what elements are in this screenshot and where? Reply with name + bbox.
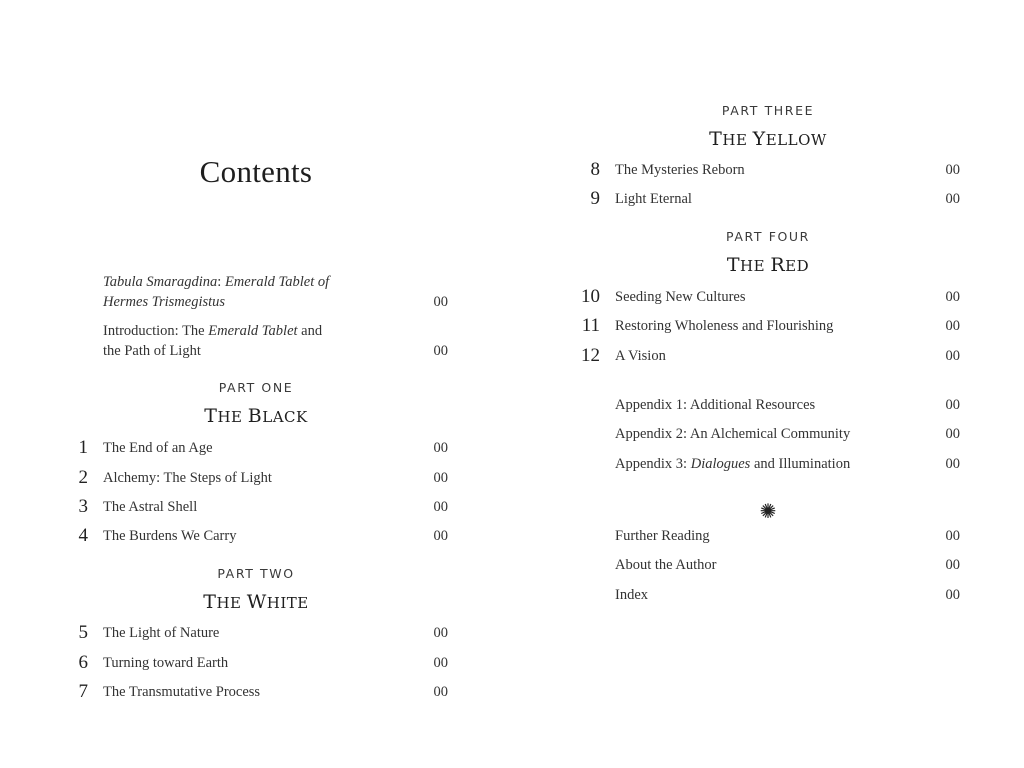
part-title-small-2: ED	[785, 257, 810, 275]
chapter-title: Restoring Wholeness and Flourishing	[615, 318, 834, 334]
page-number: 00	[433, 684, 448, 700]
part-title-cap: T	[203, 591, 217, 613]
part-title-small-2: ELLOW	[765, 131, 827, 149]
intro-text-2: and	[297, 323, 323, 339]
intro-text: Introduction: The	[103, 323, 209, 339]
chapter-number: 1	[78, 437, 88, 458]
part-title	[512, 254, 1024, 276]
appendix-title: Appendix 3:	[615, 456, 691, 472]
page-number: 00	[945, 426, 960, 442]
page-number: 00	[945, 289, 960, 305]
appendix-entry	[615, 454, 850, 474]
chapter-number: 12	[581, 345, 600, 366]
part-title-small-2: LACK	[262, 408, 308, 426]
page-number: 00	[945, 587, 960, 603]
page-number: 00	[945, 397, 960, 413]
back-matter-title: Further Reading	[615, 528, 710, 544]
part-label: PART FOUR	[726, 229, 810, 244]
chapter-title: The Transmutative Process	[103, 684, 261, 700]
page-title: Contents	[199, 154, 313, 189]
chapter-number: 6	[78, 652, 88, 673]
page-number: 00	[433, 343, 448, 359]
front-entry-title-italic-2: Emerald Tablet of	[224, 274, 330, 290]
page-number: 00	[433, 655, 448, 671]
front-entry-separator: :	[217, 274, 225, 290]
part-label: PART ONE	[218, 380, 294, 395]
part-title-small: HE	[216, 594, 247, 612]
page-number: 00	[945, 557, 960, 573]
page-number: 00	[433, 470, 448, 486]
chapter-title: The End of an Age	[103, 440, 213, 456]
appendix-entry	[615, 395, 815, 415]
intro-italic: Emerald Tablet	[208, 323, 298, 339]
chapter-title: The Light of Nature	[103, 625, 220, 641]
part-title-cap-2: R	[770, 254, 786, 276]
chapter-number: 2	[78, 467, 88, 488]
chapter-title: Turning toward Earth	[103, 655, 229, 671]
appendix-title-italic: Dialogues	[690, 456, 751, 472]
sun-ornament-icon: ✺	[759, 501, 777, 523]
chapter-title: The Astral Shell	[103, 499, 198, 515]
part-title-cap-2: Y	[752, 128, 766, 150]
page-number: 00	[433, 499, 448, 515]
part-title-small: HE	[722, 131, 753, 149]
part-title-cap-2: W	[246, 591, 267, 613]
part-title	[0, 405, 512, 427]
appendix-title: Appendix 2: An Alchemical Community	[615, 426, 851, 442]
front-entry-title-line2: Hermes Trismegistus	[103, 294, 226, 310]
appendix-title: Appendix 1: Additional Resources	[615, 397, 816, 413]
chapter-number: 5	[78, 622, 88, 643]
front-entry-title-italic: Tabula Smaragdina	[103, 274, 218, 290]
part-title	[0, 591, 512, 613]
part-title-small: HE	[740, 257, 771, 275]
back-matter-title: About the Author	[615, 557, 717, 573]
part-label: PART TWO	[217, 566, 295, 581]
chapter-number: 4	[78, 525, 88, 546]
front-entry-emerald-tablet	[103, 272, 329, 312]
page-number: 00	[945, 528, 960, 544]
appendix-entry	[615, 424, 850, 444]
page-number: 00	[945, 318, 960, 334]
chapter-number: 11	[581, 315, 600, 336]
page-number: 00	[945, 162, 960, 178]
chapter-number: 10	[581, 286, 600, 307]
part-title-cap: T	[709, 128, 723, 150]
part-title-cap: T	[204, 405, 218, 427]
part-title	[512, 128, 1024, 150]
chapter-title: The Mysteries Reborn	[615, 162, 745, 178]
part-title-small-2: HITE	[266, 594, 309, 612]
chapter-number: 9	[590, 188, 600, 209]
chapter-number: 7	[78, 681, 88, 702]
part-title-cap: T	[726, 254, 741, 276]
part-title-cap-2: B	[247, 405, 263, 427]
chapter-number: 8	[590, 159, 600, 180]
page-number: 00	[945, 348, 960, 364]
chapter-title: The Burdens We Carry	[103, 528, 237, 544]
page-number: 00	[433, 625, 448, 641]
page-number: 00	[433, 528, 448, 544]
part-title-small: HE	[217, 408, 248, 426]
chapter-title: A Vision	[615, 348, 666, 364]
front-entry-introduction	[103, 321, 322, 361]
chapter-title: Alchemy: The Steps of Light	[103, 470, 272, 486]
page-number: 00	[945, 456, 960, 472]
back-matter-title: Index	[615, 587, 649, 603]
right-page	[512, 0, 1024, 768]
page-number: 00	[945, 191, 960, 207]
intro-line2: the Path of Light	[103, 343, 201, 359]
page-number: 00	[433, 440, 448, 456]
chapter-title: Seeding New Cultures	[615, 289, 746, 305]
chapter-title: Light Eternal	[615, 191, 692, 207]
page-number: 00	[433, 294, 448, 310]
appendix-title-rest: and Illumination	[750, 456, 851, 472]
part-label: PART THREE	[721, 103, 815, 118]
chapter-number: 3	[78, 496, 88, 517]
